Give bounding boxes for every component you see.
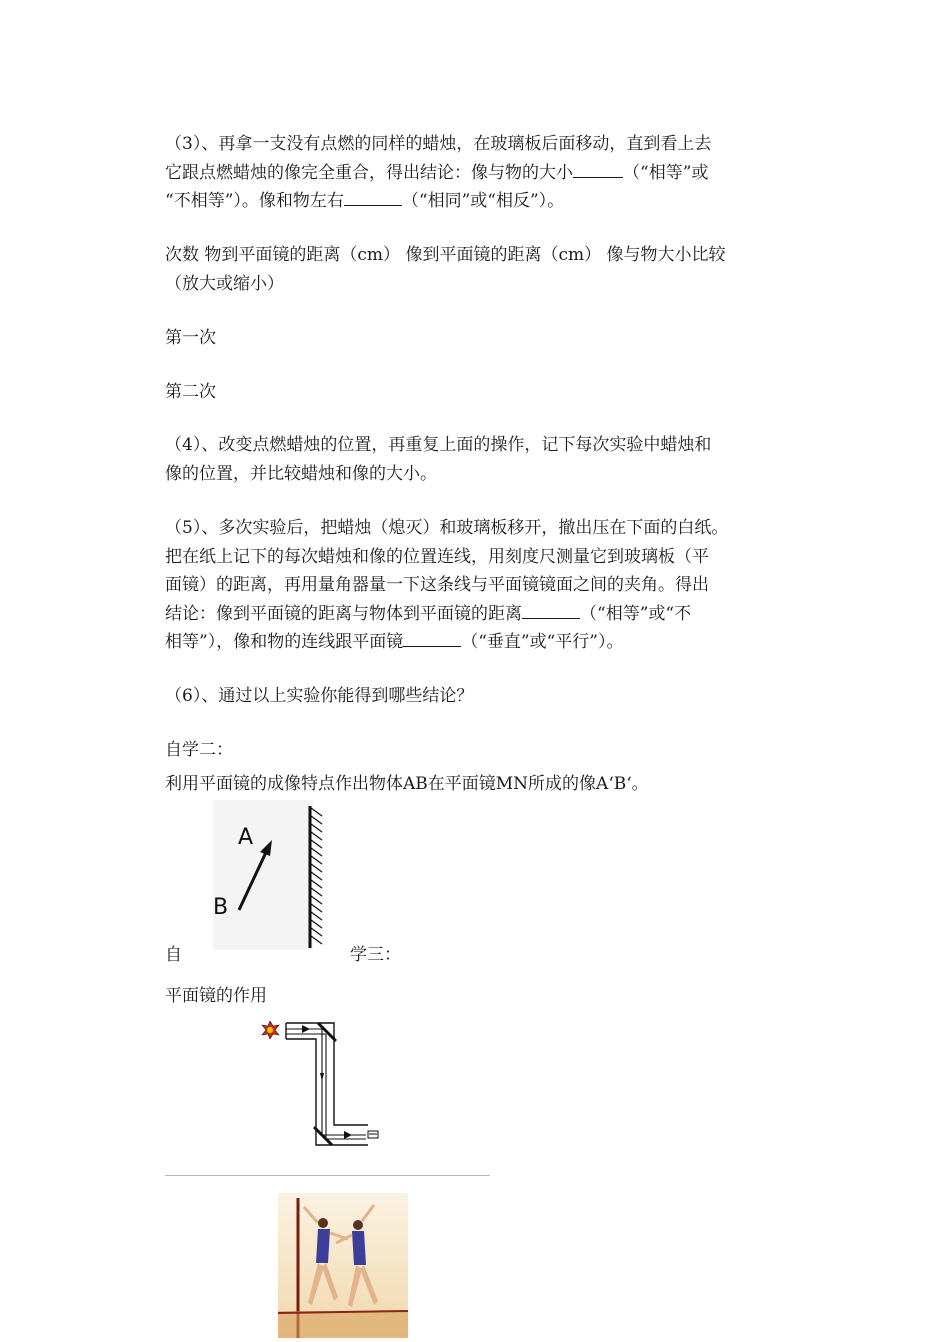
step6-paragraph [165, 682, 805, 711]
step3-paragraph [165, 130, 805, 216]
table-row [165, 324, 805, 353]
eye-icon [368, 1131, 378, 1138]
step5-line1: （5）、多次实验后，把蜡烛（熄灭）和玻璃板移开，撤出压在下面的白纸。 [165, 518, 729, 538]
data-table-header [165, 241, 805, 298]
self-study3-title-part2: 学三： [350, 945, 401, 965]
left-right-answer-blank[interactable] [344, 187, 402, 206]
perpendicular-answer-blank[interactable] [403, 628, 461, 647]
table-header-line2: （放大或缩小） [165, 273, 284, 294]
periscope-tube [286, 1023, 368, 1145]
periscope-figure [258, 1015, 388, 1150]
table-row-first: 第一次 [165, 328, 216, 348]
step5-line3: 面镜）的距离，再用量角器量一下这条线与平面镜镜面之间的夹角。得出 [165, 575, 709, 595]
step5-line2: 把在纸上记下的每次蜡烛和像的位置连线，用刻度尺测量它到玻璃板（平 [165, 546, 709, 567]
ray-arrow-icons [302, 1025, 352, 1139]
self-study2-title: 自学二： [165, 740, 233, 760]
step6-question: （6）、通过以上实验你能得到哪些结论？ [165, 686, 474, 706]
table-row [165, 378, 805, 407]
step5-line5: 相等”），像和物的连线跟平面镜 （“垂直”或“平行”）。 [165, 628, 805, 657]
size-answer-blank[interactable] [573, 159, 623, 178]
light-rays [286, 1029, 366, 1139]
label-b: B [213, 895, 229, 920]
section-divider [165, 1175, 490, 1176]
mirror-use-title: 平面镜的作用 [165, 986, 267, 1006]
ab-mirror-figure [210, 800, 340, 952]
gymnast-mirror-image [278, 1193, 408, 1338]
step5-line4: 结论：像到平面镜的距离与物体到平面镜的距离 （“相等”或“不 [165, 600, 805, 629]
top-mirror [318, 1023, 336, 1041]
step4-line1: （4）、改变点燃蜡烛的位置，再重复上面的操作，记下每次实验中蜡烛和 [165, 435, 712, 455]
step3-line3: “不相等”）。像和物左右 （“相同”或“相反”）。 [165, 187, 805, 216]
step4-paragraph [165, 431, 805, 488]
bottom-mirror [314, 1127, 332, 1145]
self-study3-title-part1: 自 [165, 945, 182, 965]
distance-answer-blank[interactable] [522, 600, 580, 619]
label-a: A [238, 825, 254, 850]
light-source-icon [262, 1021, 279, 1039]
step3-line2: 它跟点燃蜡烛的像完全重合，得出结论：像与物的大小 （“相等”或 [165, 159, 805, 188]
step5-paragraph [165, 514, 805, 657]
self-study2-task: 利用平面镜的成像特点作出物体AB在平面镜MN所成的像A‘B‘。 [165, 774, 649, 794]
table-header-line1: 次数 物到平面镜的距离（cm） 像到平面镜的距离（cm） 像与物大小比较 [165, 245, 726, 265]
table-row-second: 第二次 [165, 382, 216, 402]
step3-line1: （3）、再拿一支没有点燃的同样的蜡烛，在玻璃板后面移动，直到看上去 [165, 134, 712, 154]
step4-line2: 像的位置，并比较蜡烛和像的大小。 [165, 463, 437, 484]
